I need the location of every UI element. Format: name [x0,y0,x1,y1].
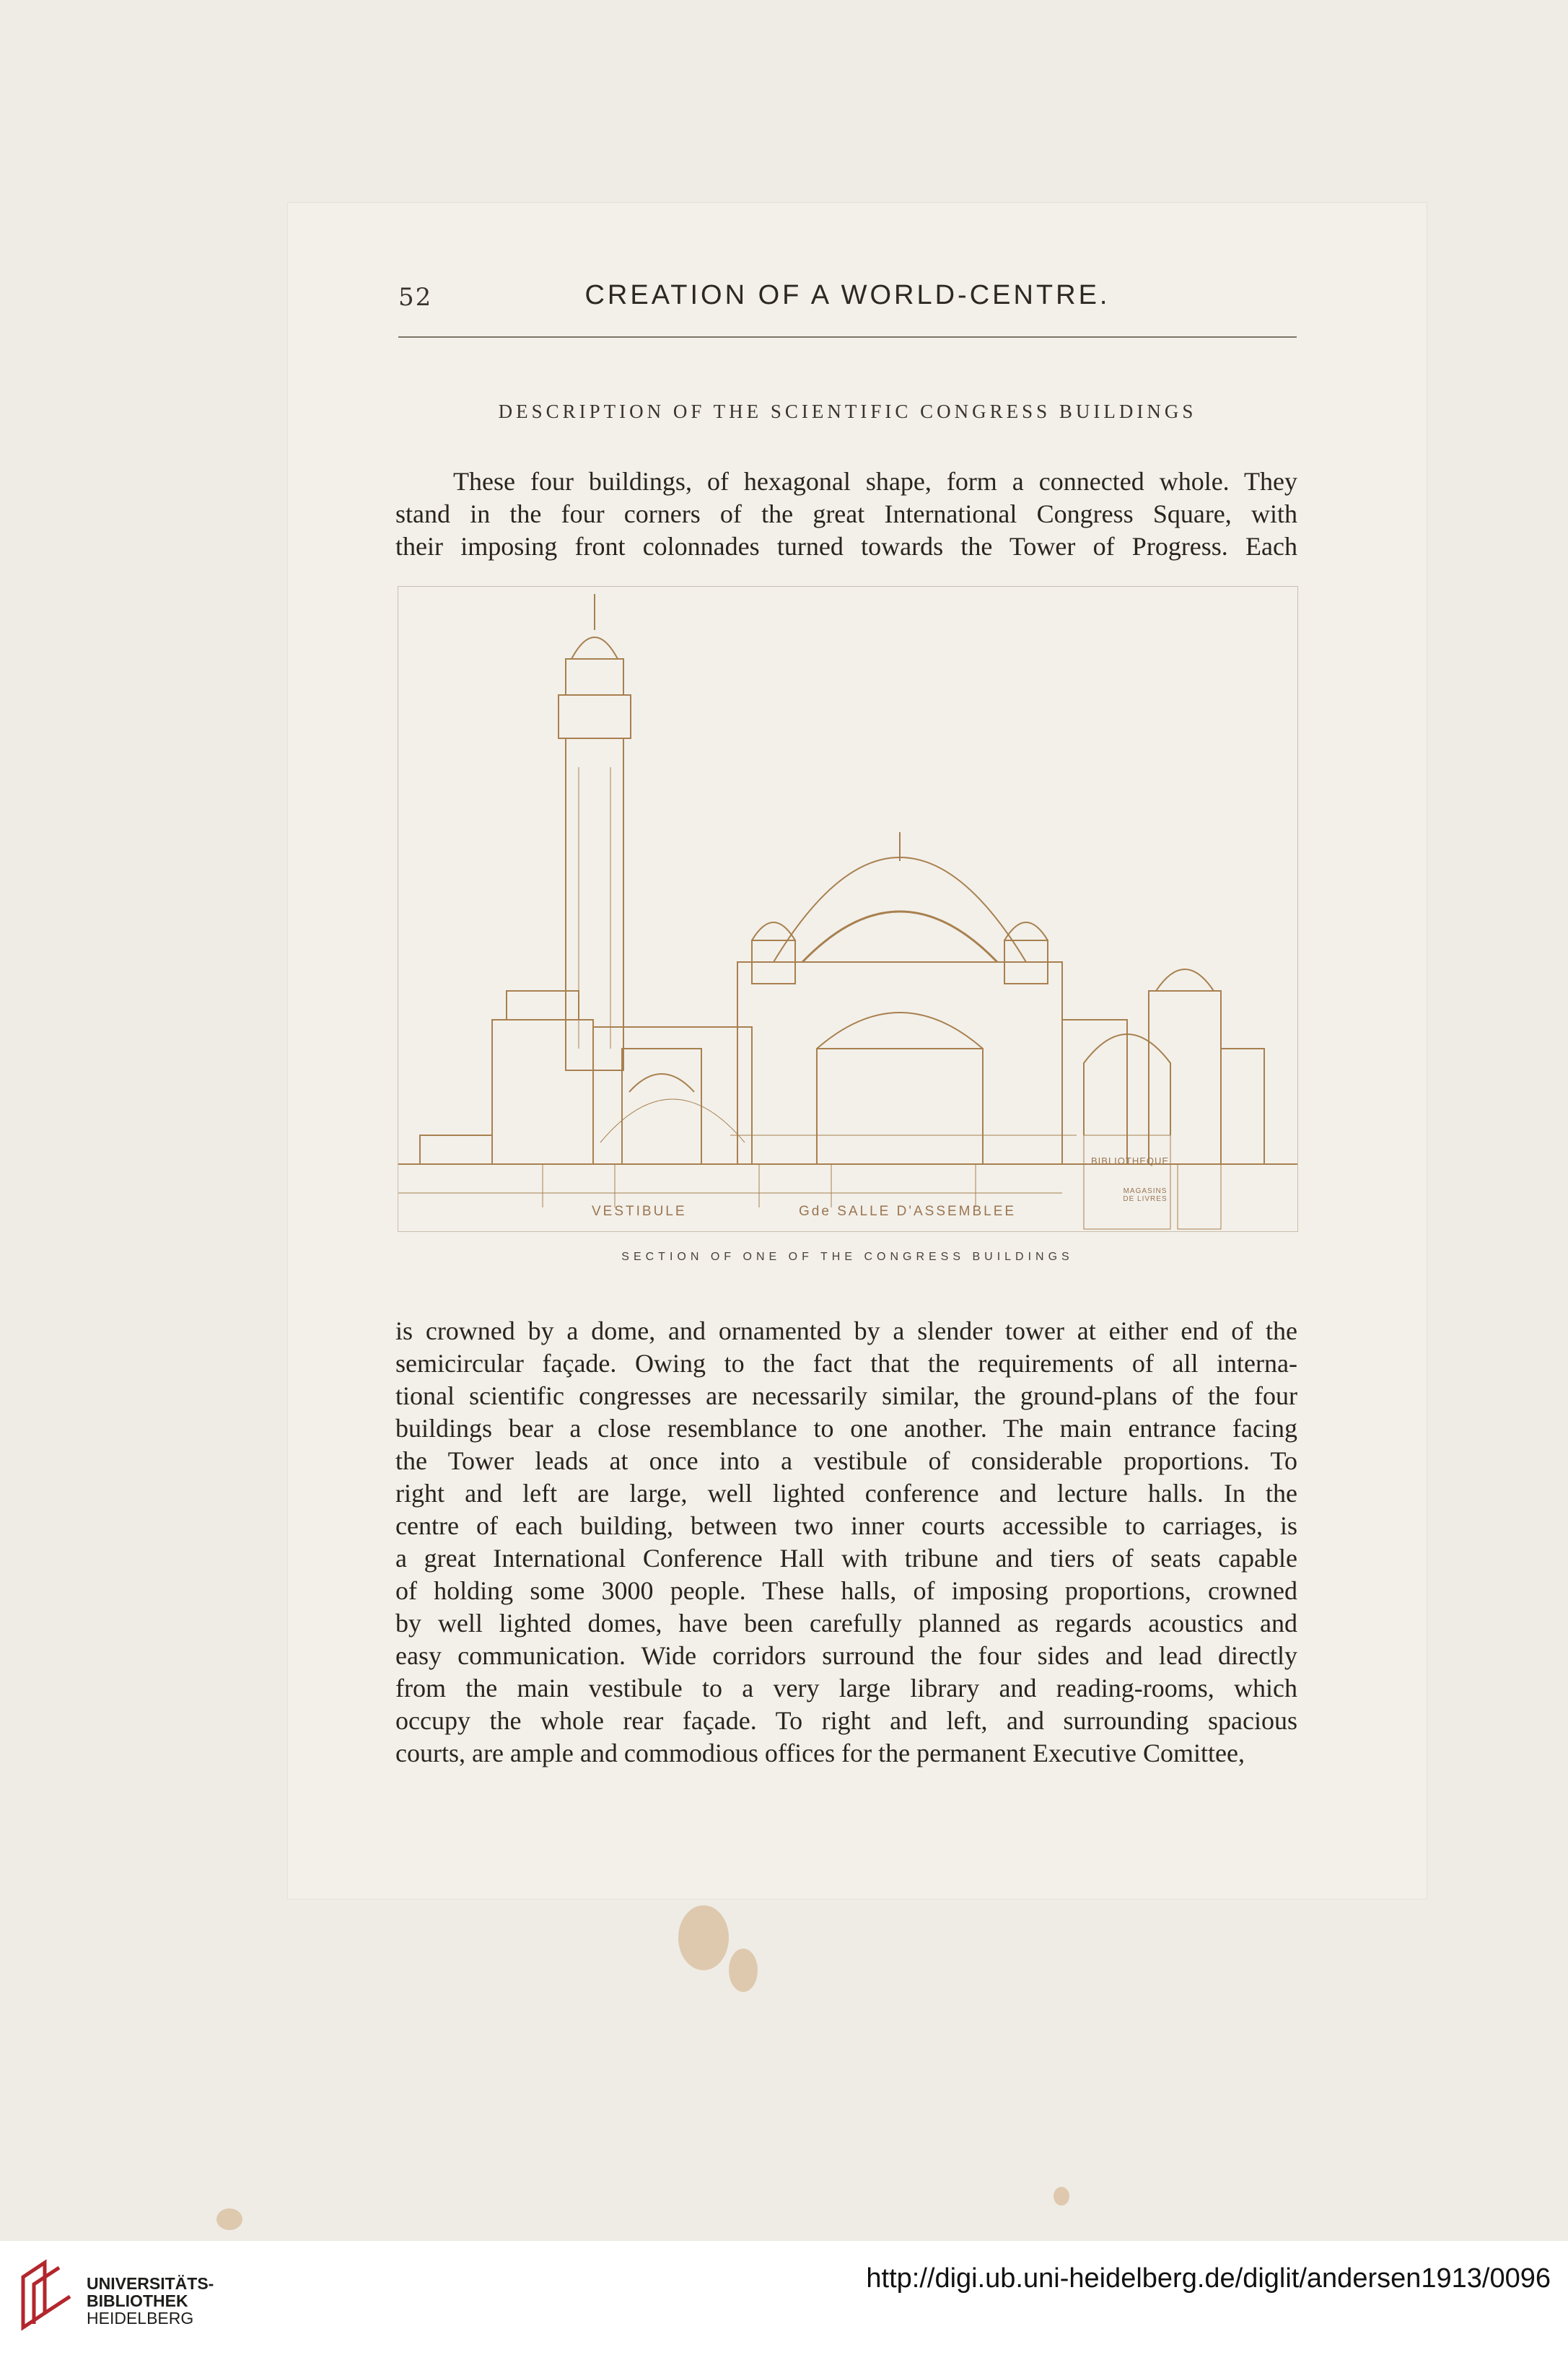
library-name-line: HEIDELBERG [87,2309,194,2328]
paragraph-intro [395,466,1297,563]
running-title: CREATION OF A WORLD-CENTRE. [584,280,1111,310]
text-line: easy communication. Wide corridors surround the four sides and lead directly [395,1641,1297,1670]
footer-bar [0,2241,1568,2360]
vestibule-arch [622,1049,701,1164]
text-line: a great International Conference Hall with tribune and tiers of seats capable [395,1544,1297,1573]
right-wing [1149,991,1221,1164]
foxing-stain [678,1905,729,1970]
figure-caption: SECTION OF ONE OF THE CONGRESS BUILDINGS [621,1251,1074,1263]
paragraph-description [395,1315,1297,1770]
text-line: is crowned by a dome, and ornamented by a slender tower at either end of the [395,1316,1297,1345]
text-line: These four buildings, of hexagonal shape, form a connected whole. They [453,467,1297,496]
text-line: centre of each building, between two inner courts accessible to carriages, is [395,1511,1297,1540]
text-line: by well lighted domes, have been carefully planned as regards acoustics and [395,1609,1297,1638]
stacks-label: MAGASINS DE LIVRES [1123,1187,1168,1203]
text-line: the Tower leads at once into a vestibule of considerable proportions. To [395,1446,1297,1475]
library-name [87,2275,214,2327]
text-line: occupy the whole rear façade. To right and left, and surrounding spacious [395,1706,1297,1735]
foxing-stain [729,1949,758,1992]
left-wing [492,1020,593,1164]
tower-cupola [571,637,618,659]
assembly-hall [737,962,1062,1164]
text-line: right and left are large, well lighted conference and lecture halls. In the [395,1479,1297,1508]
library-label: BIBLIOTHEQUE [1091,1155,1170,1166]
source-url-link[interactable]: http://digi.ub.uni-heidelberg.de/diglit/andersen1913/0096 [866,2263,1551,2294]
running-head [398,280,1297,323]
vestibule-label: VESTIBULE [592,1204,687,1219]
section-heading: DESCRIPTION OF THE SCIENTIFIC CONGRESS BUILDINGS [498,401,1197,422]
main-dome [774,857,1026,962]
assembly-hall-label: Gde SALLE D'ASSEMBLEE [799,1204,1017,1219]
library-name-line: UNIVERSITÄTS- [87,2274,214,2293]
library-logo-icon [16,2259,78,2331]
page-number: 52 [398,283,433,312]
text-line: their imposing front colonnades turned towards the Tower of Progress. Each [395,532,1297,561]
foxing-stain [1054,2187,1069,2206]
header-rule [398,336,1297,338]
library-name-line: BIBLIOTHEK [87,2291,188,2310]
text-line: buildings bear a close resemblance to one another. The main entrance facing [395,1414,1297,1443]
foxing-stain [216,2208,242,2230]
text-line: semicircular façade. Owing to the fact that the requirements of all interna- [395,1349,1297,1378]
text-line: stand in the four corners of the great International Congress Square, with [395,499,1297,528]
text-line: courts, are ample and commodious offices for the permanent Executive Comittee, [395,1739,1245,1767]
tower-belfry [559,695,631,738]
text-line: of holding some 3000 people. These halls, of imposing proportions, crowned [395,1576,1297,1605]
text-line: from the main vestibule to a very large library and reading-rooms, which [395,1674,1297,1703]
architectural-section-figure [398,586,1298,1232]
text-line: tional scientific congresses are necessarily similar, the ground-plans of the four [395,1381,1297,1410]
section-drawing [398,587,1297,1231]
hall-arch [817,1013,983,1049]
